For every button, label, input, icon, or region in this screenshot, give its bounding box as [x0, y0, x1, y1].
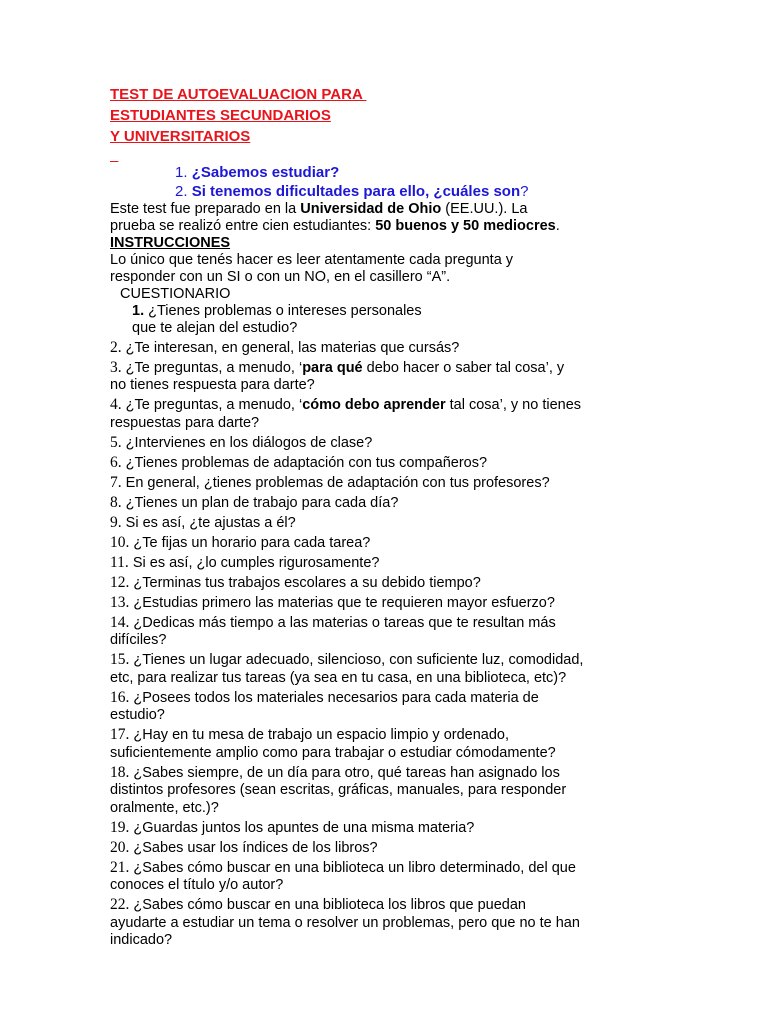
- question-text: ¿Tienes un plan de trabajo para cada día?: [125, 494, 399, 511]
- question-text: debo hacer o saber tal cosa’, y: [362, 359, 565, 376]
- question-number: 17.: [110, 726, 130, 743]
- question-item: [110, 896, 670, 950]
- question-text: Si es así, ¿te ajustas a él?: [125, 514, 296, 531]
- question-item: [110, 764, 670, 818]
- question-text: estudio?: [110, 707, 165, 723]
- question-number: 4.: [110, 396, 122, 413]
- question-number: 21.: [110, 858, 130, 876]
- document-page: [110, 84, 670, 950]
- question-text: ¿Hay en tu mesa de trabajo un espacio limpio y ordenado,: [133, 727, 510, 743]
- question-item: [110, 396, 670, 432]
- intro-question-2: [110, 182, 670, 201]
- question-text: ¿Sabes cómo buscar en una biblioteca un libro determinado, del que: [133, 859, 576, 876]
- question-text: ¿Posees todos los materiales necesarios para cada materia de: [133, 689, 539, 706]
- question-text: ¿Guardas juntos los apuntes de una misma materia?: [133, 819, 475, 836]
- question-text: tal cosa’, y no tienes: [445, 397, 582, 413]
- cuestionario-label: CUESTIONARIO: [120, 286, 231, 302]
- question-item: [110, 339, 670, 358]
- question-item: [110, 651, 670, 687]
- question-number: 18.: [110, 763, 130, 781]
- question-number: 7.: [110, 473, 122, 491]
- question-text: ¿Terminas tus trabajos escolares a su debido tiempo?: [133, 574, 481, 591]
- intro-paragraph: [110, 201, 670, 235]
- question-text: distintos profesores (sean escritas, gráficas, manuales, para responder: [110, 782, 567, 798]
- question-item: [110, 494, 670, 513]
- question-text: ¿Te interesan, en general, las materias que cursás?: [125, 339, 460, 356]
- question-text: conoces el título y/o autor?: [110, 877, 284, 893]
- instructions-line: responder con un SI o con un NO, en el casillero “A”.: [110, 269, 451, 285]
- question-text: ¿Tienes un lugar adecuado, silencioso, con suficiente luz, comodidad,: [133, 652, 584, 668]
- question-number: 3.: [110, 358, 122, 376]
- question-text: indicado?: [110, 932, 173, 948]
- question-number: 9.: [110, 513, 122, 531]
- underline-mark: [110, 149, 670, 163]
- question-number: 20.: [110, 838, 130, 856]
- question-text: ¿Te fijas un horario para cada tarea?: [133, 534, 371, 551]
- question-text: ¿Sabes cómo buscar en una biblioteca los libros que puedan: [133, 897, 526, 913]
- question-text: ¿Te preguntas, a menudo, ‘: [125, 397, 303, 413]
- question-emphasis: cómo debo aprender: [302, 397, 446, 413]
- question-number: 19.: [110, 818, 130, 836]
- intro-text: (EE.UU.). La: [441, 201, 528, 217]
- intro-sample: 50 buenos y 50 mediocres: [375, 218, 556, 234]
- intro-question-1: [110, 163, 670, 182]
- intro-question-tail: ?: [520, 183, 529, 200]
- question-item: [110, 594, 670, 613]
- question-item: [110, 689, 670, 725]
- question-text: ¿Estudias primero las materias que te requieren mayor esfuerzo?: [133, 594, 555, 611]
- question-item: [110, 839, 670, 858]
- question-emphasis: para qué: [302, 359, 363, 376]
- question-item: [110, 554, 670, 573]
- question-text: Si es así, ¿lo cumples rigurosamente?: [132, 554, 380, 571]
- question-number: 14.: [110, 613, 130, 631]
- question-item: [110, 359, 670, 395]
- question-item: [110, 514, 670, 533]
- title-line-3: Y UNIVERSITARIOS: [110, 128, 251, 145]
- instructions-heading: INSTRUCCIONES: [110, 235, 231, 251]
- question-item: [110, 819, 670, 838]
- question-number: 13.: [110, 593, 130, 611]
- intro-question-number: 2.: [175, 183, 192, 200]
- intro-text: prueba se realizó entre cien estudiantes:: [110, 218, 376, 234]
- question-text: etc, para realizar tus tareas (ya sea en tu casa, en una biblioteca, etc)?: [110, 669, 567, 686]
- question-text: ¿Tienes problemas o intereses personales: [144, 303, 422, 319]
- question-text: oralmente, etc.)?: [110, 799, 219, 816]
- document-title: [110, 84, 670, 147]
- question-number: 11.: [110, 553, 129, 571]
- question-item: [110, 574, 670, 593]
- question-text: respuestas para darte?: [110, 414, 260, 431]
- intro-question-text: ¿Sabemos estudiar?: [191, 164, 340, 181]
- question-item: [110, 534, 670, 553]
- question-number: 5.: [110, 433, 122, 451]
- question-text: ¿Intervienes en los diálogos de clase?: [125, 434, 373, 451]
- intro-question-number: 1.: [175, 164, 192, 181]
- intro-text: .: [555, 218, 560, 234]
- question-text: suficientemente amplio como para trabajar o estudiar cómodamente?: [110, 744, 556, 761]
- question-item: [110, 434, 670, 453]
- intro-text: Este test fue preparado en la: [110, 201, 301, 217]
- intro-question-text: Si tenemos dificultades para ello, ¿cuáles son: [191, 183, 521, 200]
- instructions-line: Lo único que tenés hacer es leer atentamente cada pregunta y: [110, 252, 514, 268]
- question-text: ¿Sabes siempre, de un día para otro, qué tareas han asignado los: [133, 764, 560, 781]
- question-text: En general, ¿tienes problemas de adaptación con tus profesores?: [125, 474, 550, 491]
- question-item: [110, 474, 670, 493]
- question-text: que te alejan del estudio?: [132, 320, 298, 336]
- title-line-1: TEST DE AUTOEVALUACION PARA: [110, 86, 367, 103]
- question-text: difíciles?: [110, 632, 167, 648]
- title-line-2: ESTUDIANTES SECUNDARIOS: [110, 107, 331, 124]
- question-item: [110, 614, 670, 650]
- question-text: ¿Tienes problemas de adaptación con tus compañeros?: [125, 454, 488, 471]
- question-number: 1.: [132, 303, 145, 319]
- question-item: [110, 454, 670, 473]
- question-number: 16.: [110, 688, 130, 706]
- question-number: 22.: [110, 896, 130, 913]
- question-number: 2.: [110, 338, 122, 356]
- question-list: [110, 339, 670, 950]
- question-item: [110, 859, 670, 895]
- question-text: no tienes respuesta para darte?: [110, 377, 315, 393]
- intro-university: Universidad de Ohio: [300, 201, 442, 217]
- question-text: ¿Te preguntas, a menudo, ‘: [125, 359, 303, 376]
- question-number: 10.: [110, 533, 130, 551]
- question-item-1: [110, 303, 670, 337]
- question-number: 6.: [110, 453, 122, 471]
- question-text: ¿Dedicas más tiempo a las materias o tareas que te resultan más: [133, 614, 556, 631]
- question-item: [110, 726, 670, 762]
- question-text: ¿Sabes usar los índices de los libros?: [133, 839, 378, 856]
- question-text: ayudarte a estudiar un tema o resolver un problemas, pero que no te han: [110, 914, 580, 931]
- question-number: 15.: [110, 651, 130, 668]
- instructions-text: [110, 252, 670, 286]
- question-number: 12.: [110, 573, 130, 591]
- question-number: 8.: [110, 493, 122, 511]
